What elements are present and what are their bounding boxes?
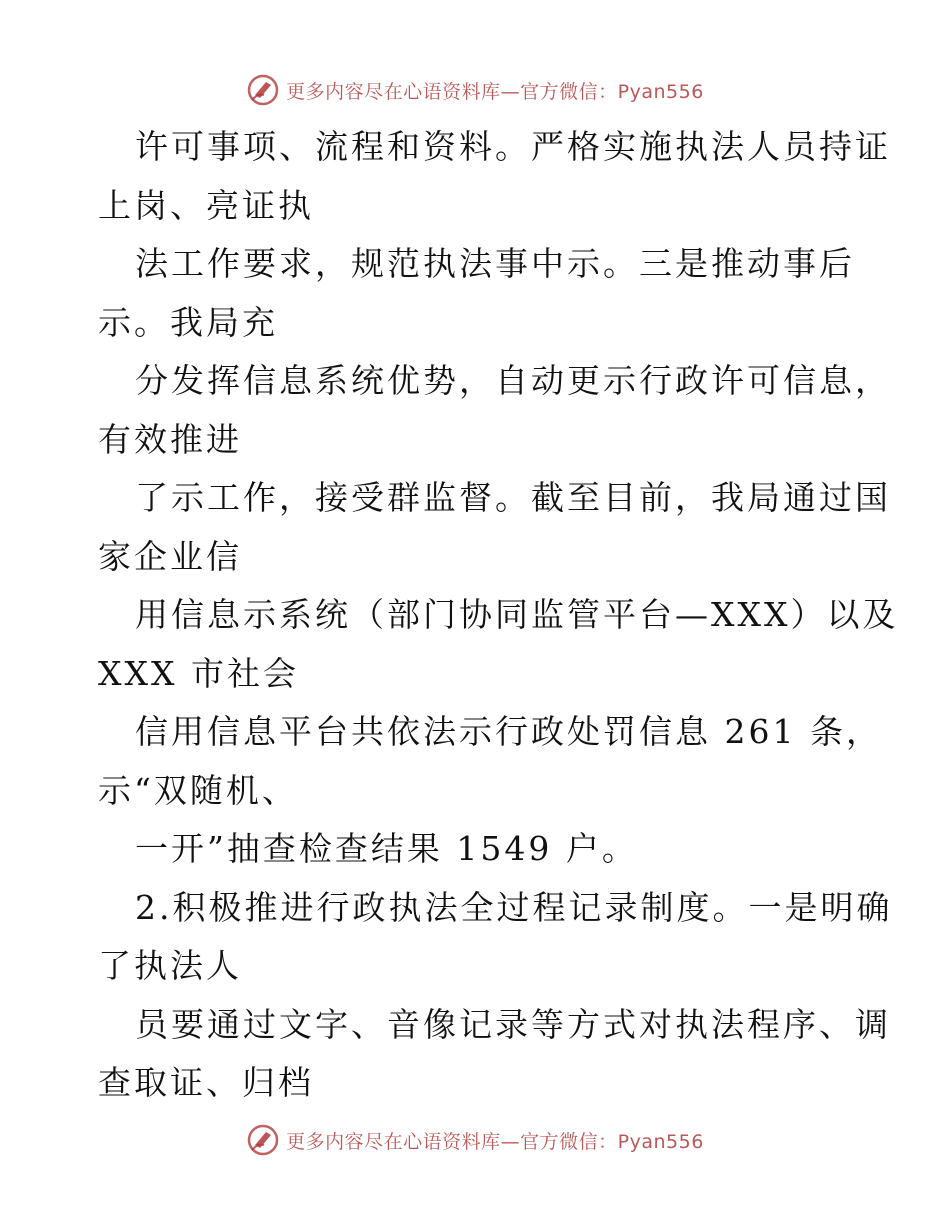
text-line: 员要通过文字、音像记录等方式对执法程序、调 bbox=[135, 1004, 891, 1044]
text-line: 示。我局充 bbox=[98, 302, 278, 342]
logo-icon bbox=[246, 73, 280, 107]
watermark-text: 更多内容尽在心语资料库—官方微信：Pyan556 bbox=[286, 80, 704, 103]
text-line: 了示工作，接受群监督。截至目前，我局通过国 bbox=[135, 478, 891, 517]
text-line: 家企业信 bbox=[98, 536, 242, 576]
footer-watermark bbox=[0, 1120, 950, 1160]
document-body bbox=[98, 118, 899, 1113]
watermark-text: 更多内容尽在心语资料库—官方微信：Pyan556 bbox=[286, 1130, 704, 1153]
text-line: 信用信息平台共依法示行政处罚信息 261 条， bbox=[135, 712, 882, 751]
text-line: 用信息示系统（部门协同监管平台—XXX）以及 bbox=[135, 595, 899, 634]
text-line: 分发挥信息系统优势，自动更示行政许可信息， bbox=[135, 361, 891, 400]
text-line: 许可事项、流程和资料。严格实施执法人员持证 bbox=[135, 127, 891, 166]
header-watermark bbox=[0, 70, 950, 110]
text-line: 有效推进 bbox=[98, 419, 242, 459]
text-line: 2.积极推进行政执法全过程记录制度。一是明确 bbox=[135, 887, 893, 927]
text-line: 法工作要求，规范执法事中示。三是推动事后 bbox=[135, 244, 855, 283]
logo-icon bbox=[246, 1123, 280, 1157]
text-line: 查取证、归档 bbox=[98, 1063, 314, 1102]
text-line: 了执法人 bbox=[98, 946, 242, 985]
text-line: 一开”抽查检查结果 1549 户。 bbox=[135, 829, 638, 868]
text-line: XXX 市社会 bbox=[98, 653, 299, 693]
text-line: 上岗、亮证执 bbox=[98, 185, 314, 225]
text-line: 示“双随机、 bbox=[98, 770, 298, 810]
